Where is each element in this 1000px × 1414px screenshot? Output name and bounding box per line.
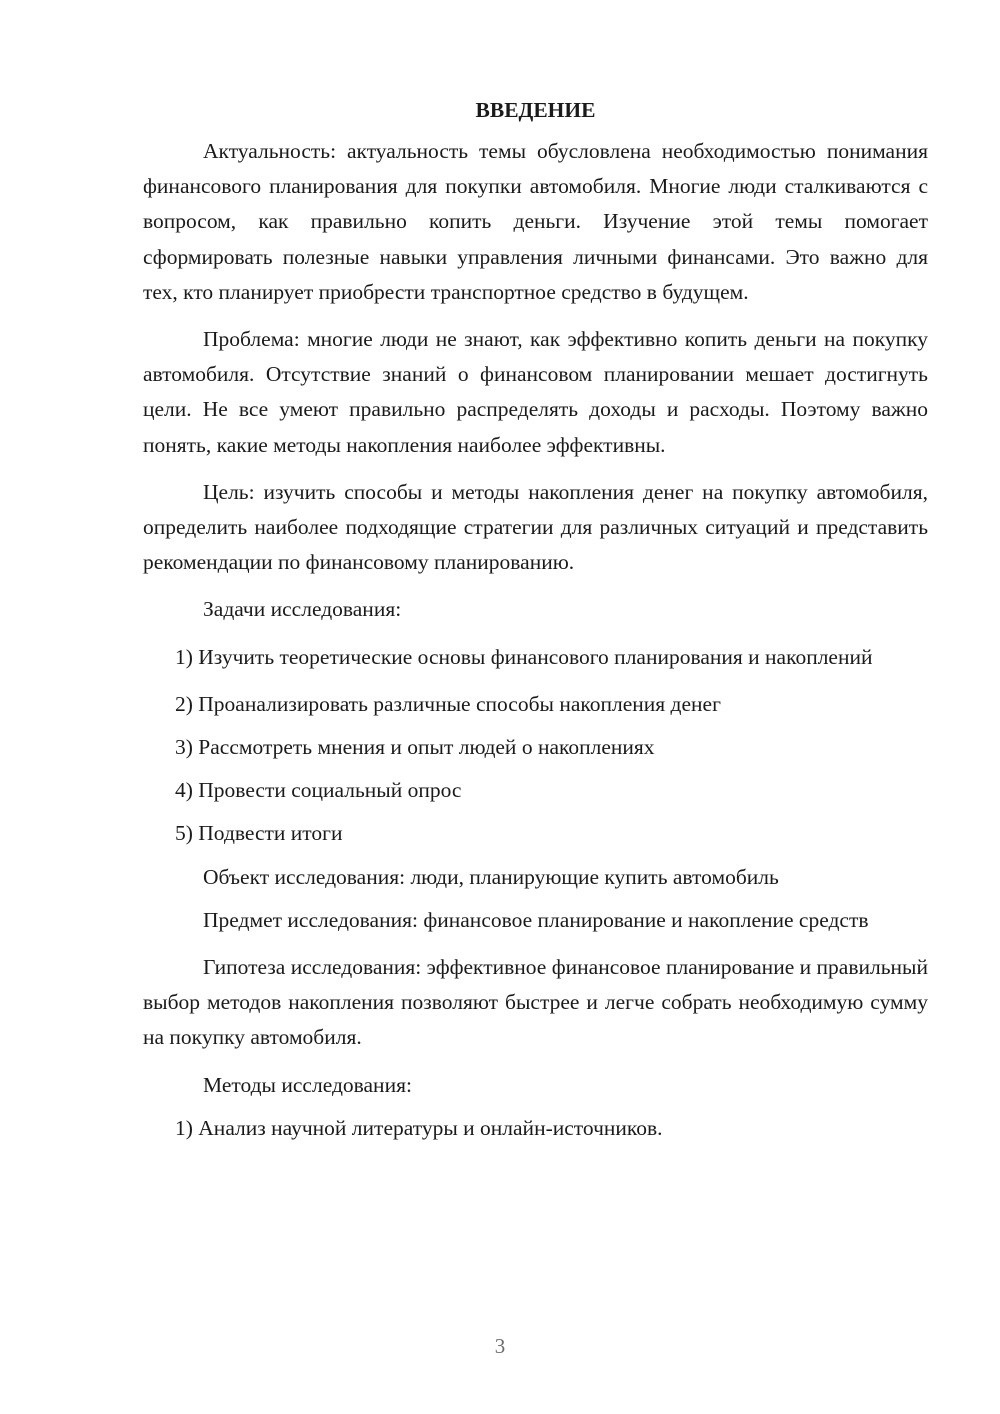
task-item-4: 4) Провести социальный опрос [175, 778, 462, 803]
section-title: ВВЕДЕНИЕ [475, 98, 596, 122]
paragraph-object: Объект исследования: люди, планирующие купить автомобиль [203, 864, 779, 889]
paragraph-hypothesis: Гипотеза исследования: эффективное финансовое планирование и правильный выбор методов накопления позволяют быстрее и легче собрать необходимую сумму на покупку автомобиля. [143, 955, 928, 1050]
paragraph-problem: Проблема: многие люди не знают, как эффективно копить деньги на покупку автомобиля. Отсутствие знаний о финансовом планировании мешает достигнуть цели. Не все умеют правильно распределять доходы и расходы. Поэтому важно понять, какие методы накопления наиболее эффективны. [143, 327, 928, 457]
paragraph-subject: Предмет исследования: финансовое планирование и накопление средств [203, 907, 869, 932]
tasks-heading: Задачи исследования: [203, 597, 402, 622]
paragraph-goal: Цель: изучить способы и методы накопления денег на покупку автомобиля, определить наиболее подходящие стратегии для различных ситуаций и представить рекомендации по финансовому планированию. [143, 479, 928, 575]
page-number: 3 [494, 1334, 506, 1358]
page-content [143, 94, 928, 1146]
method-item-1: 1) Анализ научной литературы и онлайн-источников. [175, 1115, 663, 1140]
task-item-3: 3) Рассмотреть мнения и опыт людей о накоплениях [175, 735, 655, 760]
task-item-2: 2) Проанализировать различные способы накопления денег [175, 691, 721, 716]
task-item-1: 1) Изучить теоретические основы финансового планирования и накоплений [175, 644, 873, 669]
paragraph-relevance: Актуальность: актуальность темы обусловлена необходимостью понимания финансового планирования для покупки автомобиля. Многие люди сталкиваются с вопросом, как правильно копить деньги. Изучение этой темы помогает сформировать полезные навыки управления личными финансами. Это важно для тех, кто планирует приобрести транспортное средство в будущем. [143, 139, 928, 304]
methods-heading: Методы исследования: [203, 1072, 412, 1097]
task-item-5: 5) Подвести итоги [175, 821, 343, 846]
